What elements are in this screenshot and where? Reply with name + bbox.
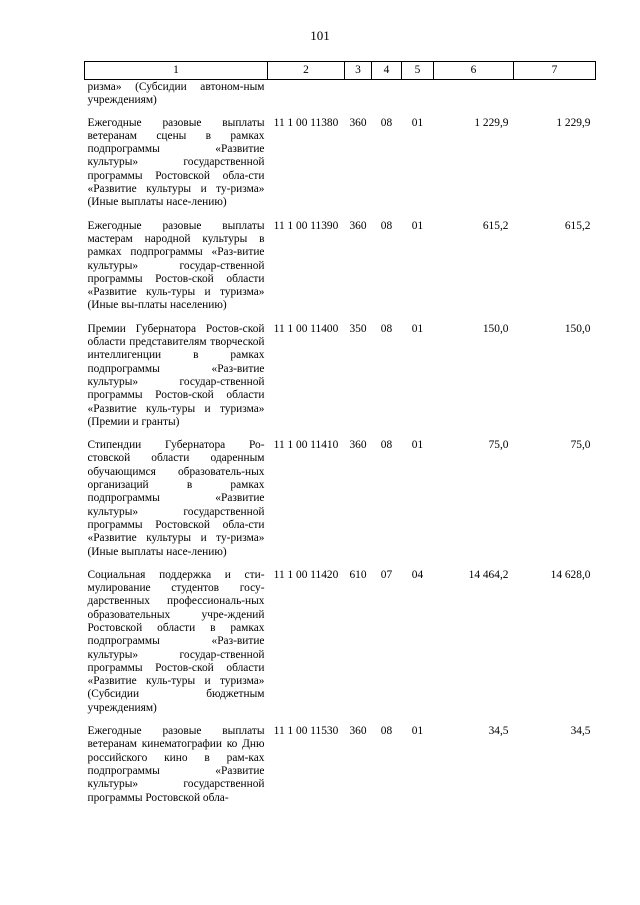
table-row — [85, 439, 596, 569]
item-amount-1: 1 229,9 — [474, 116, 509, 129]
item-code: 11 1 00 11380 — [273, 116, 339, 129]
header-row — [85, 62, 596, 80]
table-row — [85, 80, 596, 117]
item-col4: 08 — [380, 219, 393, 232]
table-row — [85, 220, 596, 323]
table-row — [85, 323, 596, 439]
table-body — [85, 80, 596, 815]
item-col3: 360 — [349, 116, 367, 129]
item-col5 — [402, 80, 434, 117]
table-row — [85, 117, 596, 220]
item-col5: 01 — [411, 116, 424, 129]
item-name: Стипендии Губернатора Ро-стовской области одаренным обучающимся образователь-ных организаций в рамках подпрограммы «Развитие культуры» государственной программы Ростовской обла-сти «Развитие культуры и ту-ризма» (Иные выплаты насе-лению) — [87, 439, 265, 558]
item-amount-2: 615,2 — [564, 219, 591, 232]
item-amount-2: 75,0 — [570, 439, 591, 452]
item-code: 11 1 00 11400 — [273, 322, 339, 335]
item-col4: 08 — [380, 322, 393, 335]
table-row — [85, 569, 596, 725]
item-col3: 360 — [349, 439, 367, 452]
item-code: 11 1 00 11420 — [273, 568, 339, 581]
item-col5: 01 — [411, 439, 424, 452]
item-col4: 08 — [380, 439, 393, 452]
item-col5: 01 — [411, 219, 424, 232]
item-col3: 610 — [349, 568, 367, 581]
item-col3: 360 — [349, 219, 367, 232]
item-amount-1: 615,2 — [482, 219, 509, 232]
item-amount-1: 75,0 — [488, 439, 509, 452]
item-amount-2: 14 628,0 — [550, 568, 591, 581]
item-name: Ежегодные разовые выплаты ветеранам кинематографии ко Дню российского кино в рам-ках подпрограммы «Развитие культуры» государственной программы Ростовской обла- — [87, 725, 265, 804]
column-header: 7 — [514, 62, 596, 80]
item-col4 — [372, 80, 402, 117]
budget-table — [84, 61, 596, 815]
item-col5: 04 — [411, 568, 424, 581]
item-name: ризма» (Субсидии автоном-ным учреждениям) — [87, 81, 265, 107]
item-col5: 01 — [411, 322, 424, 335]
item-amount-1: 14 464,2 — [468, 568, 509, 581]
column-header: 1 — [85, 62, 268, 80]
item-col5: 01 — [411, 725, 424, 738]
table-header — [85, 62, 596, 80]
item-col3: 350 — [349, 322, 367, 335]
column-header: 6 — [434, 62, 514, 80]
column-header: 3 — [345, 62, 372, 80]
item-amount-2: 1 229,9 — [556, 116, 591, 129]
item-col4: 08 — [380, 116, 393, 129]
item-col3 — [345, 80, 372, 117]
item-code: 11 1 00 11530 — [273, 725, 339, 738]
item-col4: 08 — [380, 725, 393, 738]
item-name: Ежегодные разовые выплаты мастерам народной культуры в рамках подпрограммы «Раз-витие культуры» государ-ственной программы Ростов-ской области «Развитие куль-туры и туризма» (Иные вы-платы населению) — [87, 219, 265, 312]
column-header: 2 — [268, 62, 345, 80]
item-amount-2: 150,0 — [564, 322, 591, 335]
table-row — [85, 725, 596, 815]
item-name: Социальная поддержка и сти-мулирование студентов госу-дарственных профессиональ-ных образовательных учре-ждений Ростовской области в рамках подпрограммы «Раз-витие культуры» государ-ственной программы Ростов-ской области «Развитие куль-туры и туризма» (Субсидии бюджетным учреждениям) — [87, 568, 265, 714]
item-amount-1: 34,5 — [488, 725, 509, 738]
item-code: 11 1 00 11390 — [273, 219, 339, 232]
item-amount-1 — [434, 80, 514, 117]
column-header: 4 — [372, 62, 402, 80]
item-name: Ежегодные разовые выплаты ветеранам сцены в рамках подпрограммы «Развитие культуры» государственной программы Ростовской обла-сти «Развитие культуры и ту-ризма» (Иные выплаты насе-лению) — [87, 116, 265, 209]
item-amount-1: 150,0 — [482, 322, 509, 335]
item-col3: 360 — [349, 725, 367, 738]
item-amount-2 — [514, 80, 596, 117]
page-number: 101 — [310, 28, 330, 43]
item-col4: 07 — [380, 568, 393, 581]
column-header: 5 — [402, 62, 434, 80]
item-name: Премии Губернатора Ростов-ской области представителям творческой интеллигенции в рамках подпрограммы «Раз-витие культуры» государ-ственной программы Ростов-ской области «Развитие куль-туры и туризма» (Премии и гранты) — [87, 322, 265, 428]
item-code: 11 1 00 11410 — [273, 439, 339, 452]
item-amount-2: 34,5 — [570, 725, 591, 738]
item-code — [268, 80, 345, 117]
